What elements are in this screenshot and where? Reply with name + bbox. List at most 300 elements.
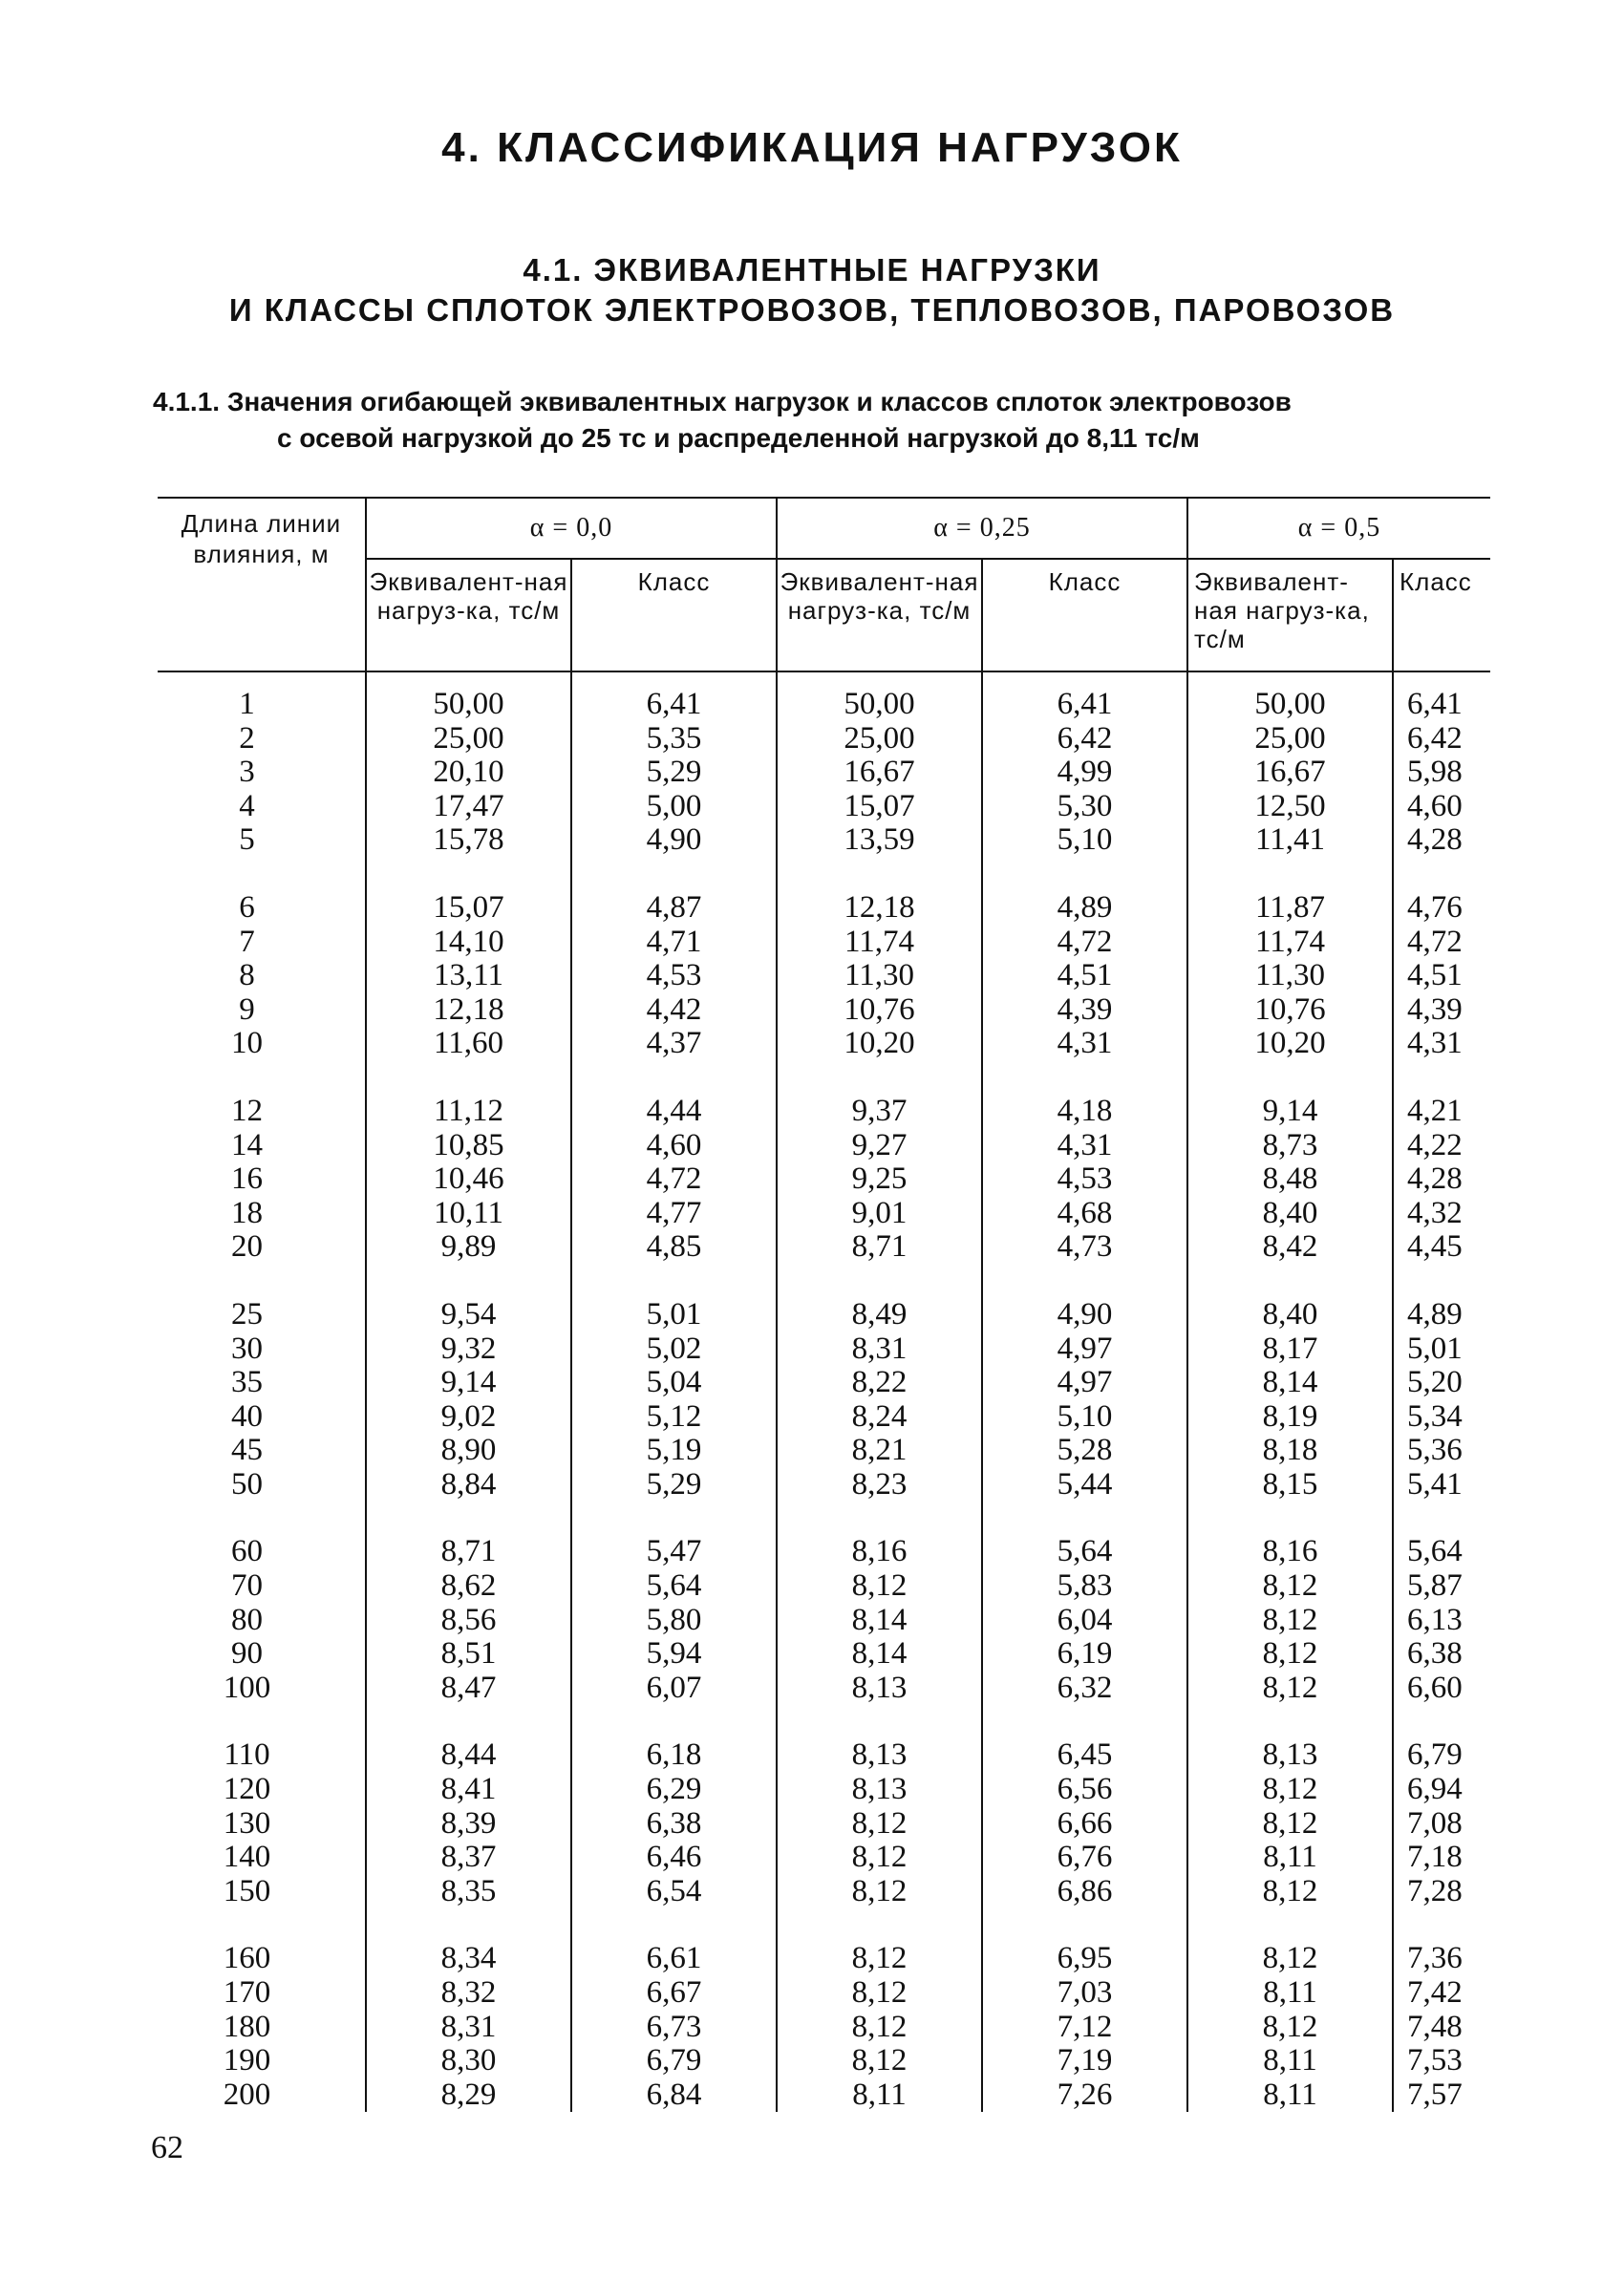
equivalent-load-cell: 9,27 xyxy=(777,1129,982,1163)
class-cell: 4,85 xyxy=(571,1230,777,1265)
equivalent-load-cell: 11,74 xyxy=(777,926,982,960)
equivalent-load-cell: 8,13 xyxy=(777,1672,982,1706)
class-cell: 6,95 xyxy=(982,1908,1187,1976)
equivalent-load-cell: 8,14 xyxy=(777,1637,982,1672)
length-cell: 190 xyxy=(158,2044,366,2078)
class-cell: 4,89 xyxy=(982,858,1187,926)
class-cell: 4,51 xyxy=(1407,958,1463,993)
class-cell: 5,64 xyxy=(1407,1534,1463,1569)
table-row xyxy=(158,2011,1490,2045)
table-row xyxy=(158,2044,1490,2078)
table-caption xyxy=(153,384,1490,457)
equivalent-load-cell: 8,12 xyxy=(1187,1672,1393,1706)
class-cell: 5,01 xyxy=(1407,1331,1463,1366)
equivalent-load-cell: 8,11 xyxy=(777,2078,982,2113)
equivalent-load-cell: 8,19 xyxy=(1187,1400,1393,1435)
table-caption-line-1: 4.1.1. Значения огибающей эквивалентных нагрузок и классов сплоток электровозов xyxy=(153,387,1292,416)
length-cell: 150 xyxy=(158,1875,366,1909)
equivalent-load-cell: 50,00 xyxy=(1187,671,1393,722)
equivalent-loads-table xyxy=(158,497,1490,2112)
equivalent-load-cell: 8,12 xyxy=(1187,1604,1393,1638)
equivalent-load-cell: 8,71 xyxy=(777,1230,982,1265)
page-title: 4. КЛАССИФИКАЦИЯ НАГРУЗОК xyxy=(441,124,1183,171)
class-cell: 5,98 xyxy=(1407,755,1463,790)
equivalent-load-cell: 8,84 xyxy=(366,1468,571,1502)
table-row xyxy=(158,1027,1490,1061)
length-cell: 160 xyxy=(158,1908,366,1976)
equivalent-load-cell: 10,85 xyxy=(366,1129,571,1163)
length-cell: 40 xyxy=(158,1400,366,1435)
table-row xyxy=(158,1434,1490,1468)
equivalent-load-cell: 8,12 xyxy=(1187,1875,1393,1909)
table-row xyxy=(158,1908,1490,1976)
class-cell: 4,53 xyxy=(571,959,777,993)
equivalent-load-cell: 11,12 xyxy=(366,1061,571,1129)
equivalent-load-cell: 10,11 xyxy=(366,1197,571,1231)
equivalent-load-cell: 9,25 xyxy=(777,1162,982,1197)
class-cell: 4,99 xyxy=(982,756,1187,790)
equivalent-load-cell: 8,73 xyxy=(1187,1129,1393,1163)
table-row xyxy=(158,1230,1490,1265)
length-cell: 18 xyxy=(158,1197,366,1231)
class-cell: 5,36 xyxy=(1407,1433,1463,1468)
class-cell: 5,12 xyxy=(571,1400,777,1435)
class-cell: 5,80 xyxy=(571,1604,777,1638)
class-cell: 5,64 xyxy=(982,1502,1187,1569)
equivalent-load-cell: 8,90 xyxy=(366,1434,571,1468)
equivalent-load-cell: 11,30 xyxy=(1187,959,1393,993)
length-cell: 14 xyxy=(158,1129,366,1163)
length-cell: 60 xyxy=(158,1502,366,1569)
length-cell: 200 xyxy=(158,2078,366,2113)
length-cell: 170 xyxy=(158,1976,366,2011)
equivalent-load-cell: 10,20 xyxy=(1187,1027,1393,1061)
class-cell: 7,12 xyxy=(982,2011,1187,2045)
class-cell: 4,72 xyxy=(982,926,1187,960)
length-cell: 25 xyxy=(158,1265,366,1332)
length-cell: 2 xyxy=(158,722,366,756)
table-row xyxy=(158,2078,1490,2113)
class-cell: 4,60 xyxy=(571,1129,777,1163)
class-cell: 5,41 xyxy=(1407,1466,1463,1502)
length-cell: 20 xyxy=(158,1230,366,1265)
class-cell: 5,83 xyxy=(982,1569,1187,1604)
length-cell: 50 xyxy=(158,1468,366,1502)
class-cell: 6,56 xyxy=(982,1773,1187,1807)
class-cell: 7,08 xyxy=(1407,1805,1463,1841)
table-row xyxy=(158,823,1490,858)
equivalent-load-cell: 10,76 xyxy=(777,993,982,1028)
equivalent-load-cell: 8,12 xyxy=(1187,1637,1393,1672)
table-row xyxy=(158,1604,1490,1638)
equivalent-load-cell: 25,00 xyxy=(366,722,571,756)
class-cell: 4,97 xyxy=(982,1332,1187,1367)
table-row xyxy=(158,1468,1490,1502)
class-cell: 4,60 xyxy=(1407,788,1463,823)
equivalent-load-cell: 8,31 xyxy=(777,1332,982,1367)
equivalent-load-cell: 9,14 xyxy=(366,1366,571,1400)
class-cell: 6,45 xyxy=(982,1705,1187,1773)
class-cell: 7,42 xyxy=(1407,1975,1463,2010)
header-equivalent-load: Эквивалент-ная нагруз-ка, тс/м xyxy=(366,559,571,671)
class-cell: 6,46 xyxy=(571,1841,777,1875)
class-cell: 5,44 xyxy=(982,1468,1187,1502)
class-cell: 7,57 xyxy=(1407,2077,1463,2112)
length-cell: 120 xyxy=(158,1773,366,1807)
length-cell: 35 xyxy=(158,1366,366,1400)
equivalent-load-cell: 8,18 xyxy=(1187,1434,1393,1468)
class-cell: 4,72 xyxy=(571,1162,777,1197)
equivalent-load-cell: 8,32 xyxy=(366,1976,571,2011)
class-cell: 4,37 xyxy=(571,1027,777,1061)
equivalent-load-cell: 8,49 xyxy=(777,1265,982,1332)
equivalent-load-cell: 9,01 xyxy=(777,1197,982,1231)
equivalent-load-cell: 8,11 xyxy=(1187,2078,1393,2113)
table-body xyxy=(158,671,1490,2112)
equivalent-load-cell: 8,39 xyxy=(366,1807,571,1842)
equivalent-load-cell: 16,67 xyxy=(777,756,982,790)
class-cell: 4,39 xyxy=(982,993,1187,1028)
equivalent-load-cell: 12,18 xyxy=(366,993,571,1028)
equivalent-load-cell: 8,16 xyxy=(777,1502,982,1569)
length-cell: 6 xyxy=(158,858,366,926)
class-cell: 4,68 xyxy=(982,1197,1187,1231)
table-row xyxy=(158,722,1490,756)
header-class: Класс xyxy=(982,559,1187,671)
class-cell: 4,51 xyxy=(982,959,1187,993)
class-cell: 5,28 xyxy=(982,1434,1187,1468)
equivalent-load-cell: 8,12 xyxy=(777,2011,982,2045)
header-equivalent-load: Эквивалент-ная нагруз-ка, тс/м xyxy=(1187,559,1393,671)
class-cell: 6,38 xyxy=(571,1807,777,1842)
class-cell: 5,29 xyxy=(571,1468,777,1502)
table-caption-line-2: с осевой нагрузкой до 25 тс и распределенной нагрузкой до 8,11 тс/м xyxy=(277,423,1200,453)
equivalent-load-cell: 8,71 xyxy=(366,1502,571,1569)
class-cell: 6,04 xyxy=(982,1604,1187,1638)
equivalent-load-cell: 12,50 xyxy=(1187,790,1393,824)
table-row xyxy=(158,790,1490,824)
equivalent-load-cell: 8,12 xyxy=(777,1841,982,1875)
equivalent-load-cell: 8,51 xyxy=(366,1637,571,1672)
class-cell: 5,20 xyxy=(1407,1365,1463,1400)
header-equivalent-load: Эквивалент-ная нагруз-ка, тс/м xyxy=(777,559,982,671)
class-cell: 4,90 xyxy=(571,823,777,858)
class-cell: 4,18 xyxy=(982,1061,1187,1129)
equivalent-load-cell: 8,12 xyxy=(1187,1569,1393,1604)
class-cell: 7,18 xyxy=(1407,1840,1463,1875)
class-cell: 4,72 xyxy=(1407,924,1463,959)
equivalent-load-cell: 8,12 xyxy=(777,1976,982,2011)
class-cell: 6,19 xyxy=(982,1637,1187,1672)
class-cell: 7,48 xyxy=(1407,2009,1463,2044)
class-cell: 4,77 xyxy=(571,1197,777,1231)
class-cell: 6,13 xyxy=(1407,1602,1463,1637)
class-cell: 6,66 xyxy=(982,1807,1187,1842)
equivalent-load-cell: 20,10 xyxy=(366,756,571,790)
length-cell: 12 xyxy=(158,1061,366,1129)
class-cell: 7,19 xyxy=(982,2044,1187,2078)
section-title-line-1: 4.1. ЭКВИВАЛЕНТНЫЕ НАГРУЗКИ xyxy=(523,252,1101,288)
class-cell: 4,53 xyxy=(982,1162,1187,1197)
equivalent-load-cell: 13,59 xyxy=(777,823,982,858)
class-cell: 5,35 xyxy=(571,722,777,756)
equivalent-load-cell: 9,37 xyxy=(777,1061,982,1129)
length-cell: 90 xyxy=(158,1637,366,1672)
class-cell: 6,29 xyxy=(571,1773,777,1807)
class-cell: 6,32 xyxy=(982,1672,1187,1706)
equivalent-load-cell: 17,47 xyxy=(366,790,571,824)
class-cell: 4,31 xyxy=(1407,1026,1463,1061)
equivalent-load-cell: 8,48 xyxy=(1187,1162,1393,1197)
class-cell: 6,76 xyxy=(982,1841,1187,1875)
class-cell: 7,28 xyxy=(1407,1873,1463,1908)
length-cell: 9 xyxy=(158,993,366,1028)
table-row xyxy=(158,1875,1490,1909)
class-cell: 6,18 xyxy=(571,1705,777,1773)
equivalent-load-cell: 8,29 xyxy=(366,2078,571,2113)
length-cell: 7 xyxy=(158,926,366,960)
equivalent-load-cell: 8,12 xyxy=(1187,1908,1393,1976)
equivalent-load-cell: 8,47 xyxy=(366,1672,571,1706)
section-title xyxy=(0,250,1624,330)
class-cell: 5,01 xyxy=(571,1265,777,1332)
equivalent-load-cell: 8,12 xyxy=(777,1908,982,1976)
class-cell: 4,76 xyxy=(1407,889,1463,925)
equivalent-load-cell: 8,14 xyxy=(1187,1366,1393,1400)
class-cell: 6,61 xyxy=(571,1908,777,1976)
table-row xyxy=(158,1637,1490,1672)
equivalent-load-cell: 50,00 xyxy=(366,671,571,722)
class-cell: 4,28 xyxy=(1407,1161,1463,1197)
equivalent-load-cell: 15,07 xyxy=(777,790,982,824)
table-row xyxy=(158,959,1490,993)
class-cell: 7,03 xyxy=(982,1976,1187,2011)
class-cell: 5,29 xyxy=(571,756,777,790)
class-cell: 4,31 xyxy=(982,1129,1187,1163)
length-cell: 10 xyxy=(158,1027,366,1061)
equivalent-load-cell: 8,22 xyxy=(777,1366,982,1400)
equivalent-load-cell: 8,62 xyxy=(366,1569,571,1604)
equivalent-load-cell: 11,30 xyxy=(777,959,982,993)
equivalent-load-cell: 8,12 xyxy=(777,2044,982,2078)
equivalent-load-cell: 25,00 xyxy=(777,722,982,756)
class-cell: 7,53 xyxy=(1407,2043,1463,2078)
class-cell: 6,73 xyxy=(571,2011,777,2045)
length-cell: 30 xyxy=(158,1332,366,1367)
length-cell: 8 xyxy=(158,959,366,993)
header-alpha-05: α = 0,5 xyxy=(1187,498,1490,559)
length-cell: 5 xyxy=(158,823,366,858)
equivalent-load-cell: 11,87 xyxy=(1187,858,1393,926)
class-cell: 6,79 xyxy=(571,2044,777,2078)
section-title-line-2: И КЛАССЫ СПЛОТОК ЭЛЕКТРОВОЗОВ, ТЕПЛОВОЗОВ, ПАРОВОЗОВ xyxy=(228,292,1396,328)
class-cell: 4,71 xyxy=(571,926,777,960)
table-row xyxy=(158,1061,1490,1129)
class-cell: 5,30 xyxy=(982,790,1187,824)
class-cell: 6,41 xyxy=(982,671,1187,722)
class-cell: 5,10 xyxy=(982,1400,1187,1435)
table-row xyxy=(158,1672,1490,1706)
length-cell: 4 xyxy=(158,790,366,824)
table-row xyxy=(158,1162,1490,1197)
equivalent-load-cell: 8,44 xyxy=(366,1705,571,1773)
class-cell: 6,07 xyxy=(571,1672,777,1706)
equivalent-load-cell: 8,40 xyxy=(1187,1265,1393,1332)
length-cell: 45 xyxy=(158,1434,366,1468)
class-cell: 6,38 xyxy=(1407,1636,1463,1672)
equivalent-load-cell: 8,13 xyxy=(777,1773,982,1807)
class-cell: 5,64 xyxy=(571,1569,777,1604)
header-alpha-025: α = 0,25 xyxy=(777,498,1187,559)
table-row xyxy=(158,1773,1490,1807)
class-cell: 4,73 xyxy=(982,1230,1187,1265)
table-row xyxy=(158,858,1490,926)
class-cell: 6,42 xyxy=(982,722,1187,756)
class-cell: 6,84 xyxy=(571,2078,777,2113)
equivalent-load-cell: 14,10 xyxy=(366,926,571,960)
table-row xyxy=(158,1129,1490,1163)
equivalent-load-cell: 8,40 xyxy=(1187,1197,1393,1231)
equivalent-load-cell: 8,34 xyxy=(366,1908,571,1976)
equivalent-load-cell: 8,12 xyxy=(1187,1807,1393,1842)
equivalent-load-cell: 8,24 xyxy=(777,1400,982,1435)
class-cell: 4,89 xyxy=(1407,1296,1463,1332)
equivalent-load-cell: 8,16 xyxy=(1187,1502,1393,1569)
class-cell: 5,87 xyxy=(1407,1568,1463,1604)
equivalent-load-cell: 9,32 xyxy=(366,1332,571,1367)
equivalent-load-cell: 10,76 xyxy=(1187,993,1393,1028)
length-cell: 130 xyxy=(158,1807,366,1842)
equivalent-load-cell: 8,15 xyxy=(1187,1468,1393,1502)
class-cell: 5,02 xyxy=(571,1332,777,1367)
equivalent-load-cell: 50,00 xyxy=(777,671,982,722)
header-class: Класс xyxy=(571,559,777,671)
equivalent-load-cell: 13,11 xyxy=(366,959,571,993)
equivalent-load-cell: 8,42 xyxy=(1187,1230,1393,1265)
class-cell: 4,28 xyxy=(1407,822,1463,858)
equivalent-load-cell: 8,12 xyxy=(777,1875,982,1909)
equivalent-load-cell: 8,14 xyxy=(777,1604,982,1638)
class-cell: 4,87 xyxy=(571,858,777,926)
equivalent-load-cell: 8,31 xyxy=(366,2011,571,2045)
class-cell: 6,54 xyxy=(571,1875,777,1909)
equivalent-load-cell: 8,41 xyxy=(366,1773,571,1807)
class-cell: 5,00 xyxy=(571,790,777,824)
equivalent-load-cell: 8,12 xyxy=(1187,2011,1393,2045)
class-cell: 4,32 xyxy=(1407,1195,1463,1230)
class-cell: 4,90 xyxy=(982,1265,1187,1332)
equivalent-load-cell: 8,17 xyxy=(1187,1332,1393,1367)
table-row xyxy=(158,671,1490,722)
equivalent-load-cell: 11,60 xyxy=(366,1027,571,1061)
table-row xyxy=(158,1400,1490,1435)
table-row xyxy=(158,1197,1490,1231)
class-cell: 6,67 xyxy=(571,1976,777,2011)
table-row xyxy=(158,756,1490,790)
table-row xyxy=(158,1366,1490,1400)
length-cell: 3 xyxy=(158,756,366,790)
table-row xyxy=(158,1807,1490,1842)
equivalent-load-cell: 8,12 xyxy=(777,1807,982,1842)
table-row xyxy=(158,1705,1490,1773)
equivalent-load-cell: 9,89 xyxy=(366,1230,571,1265)
class-cell: 4,42 xyxy=(571,993,777,1028)
class-cell: 4,39 xyxy=(1407,991,1463,1027)
class-cell: 7,36 xyxy=(1407,1941,1463,1976)
class-cell: 4,97 xyxy=(982,1366,1187,1400)
equivalent-load-cell: 12,18 xyxy=(777,858,982,926)
class-cell: 5,04 xyxy=(571,1366,777,1400)
length-cell: 80 xyxy=(158,1604,366,1638)
class-cell: 4,45 xyxy=(1407,1229,1463,1265)
length-cell: 70 xyxy=(158,1569,366,1604)
equivalent-load-cell: 10,46 xyxy=(366,1162,571,1197)
class-cell: 4,31 xyxy=(982,1027,1187,1061)
length-cell: 110 xyxy=(158,1705,366,1773)
equivalent-load-cell: 10,20 xyxy=(777,1027,982,1061)
equivalent-load-cell: 15,78 xyxy=(366,823,571,858)
table-row xyxy=(158,1569,1490,1604)
equivalent-load-cell: 8,37 xyxy=(366,1841,571,1875)
header-length: Длина линии влияния, м xyxy=(158,498,366,671)
class-cell: 6,94 xyxy=(1407,1772,1463,1807)
equivalent-load-cell: 8,30 xyxy=(366,2044,571,2078)
class-cell: 6,86 xyxy=(982,1875,1187,1909)
equivalent-load-cell: 9,02 xyxy=(366,1400,571,1435)
class-cell: 6,41 xyxy=(1407,687,1463,721)
length-cell: 140 xyxy=(158,1841,366,1875)
header-row-alpha xyxy=(158,498,1490,559)
header-alpha-0: α = 0,0 xyxy=(366,498,777,559)
equivalent-load-cell: 11,74 xyxy=(1187,926,1393,960)
page-number: 62 xyxy=(151,2130,183,2165)
class-cell: 5,94 xyxy=(571,1637,777,1672)
table-row xyxy=(158,1502,1490,1569)
length-cell: 180 xyxy=(158,2011,366,2045)
header-class: Класс xyxy=(1393,559,1490,671)
class-cell: 6,60 xyxy=(1407,1670,1463,1705)
equivalent-load-cell: 8,13 xyxy=(777,1705,982,1773)
class-cell: 6,42 xyxy=(1407,720,1463,756)
equivalent-load-cell: 8,21 xyxy=(777,1434,982,1468)
equivalent-load-cell: 8,12 xyxy=(1187,1773,1393,1807)
equivalent-load-cell: 8,12 xyxy=(777,1569,982,1604)
length-cell: 1 xyxy=(158,671,366,722)
length-cell: 16 xyxy=(158,1162,366,1197)
table-row xyxy=(158,1976,1490,2011)
class-cell: 7,26 xyxy=(982,2078,1187,2113)
equivalent-load-cell: 25,00 xyxy=(1187,722,1393,756)
class-cell: 6,41 xyxy=(571,671,777,722)
equivalent-load-cell: 8,23 xyxy=(777,1468,982,1502)
class-cell: 5,19 xyxy=(571,1434,777,1468)
table-row xyxy=(158,993,1490,1028)
table-row xyxy=(158,1265,1490,1332)
equivalent-load-cell: 8,13 xyxy=(1187,1705,1393,1773)
equivalent-load-cell: 9,14 xyxy=(1187,1061,1393,1129)
equivalent-load-cell: 8,11 xyxy=(1187,1976,1393,2011)
table-row xyxy=(158,926,1490,960)
class-cell: 5,47 xyxy=(571,1502,777,1569)
equivalent-load-cell: 8,35 xyxy=(366,1875,571,1909)
class-cell: 5,34 xyxy=(1407,1398,1463,1434)
equivalent-load-cell: 8,11 xyxy=(1187,1841,1393,1875)
equivalent-load-cell: 16,67 xyxy=(1187,756,1393,790)
class-cell: 6,79 xyxy=(1407,1737,1463,1773)
equivalent-load-cell: 8,11 xyxy=(1187,2044,1393,2078)
class-cell: 4,44 xyxy=(571,1061,777,1129)
table-row xyxy=(158,1332,1490,1367)
